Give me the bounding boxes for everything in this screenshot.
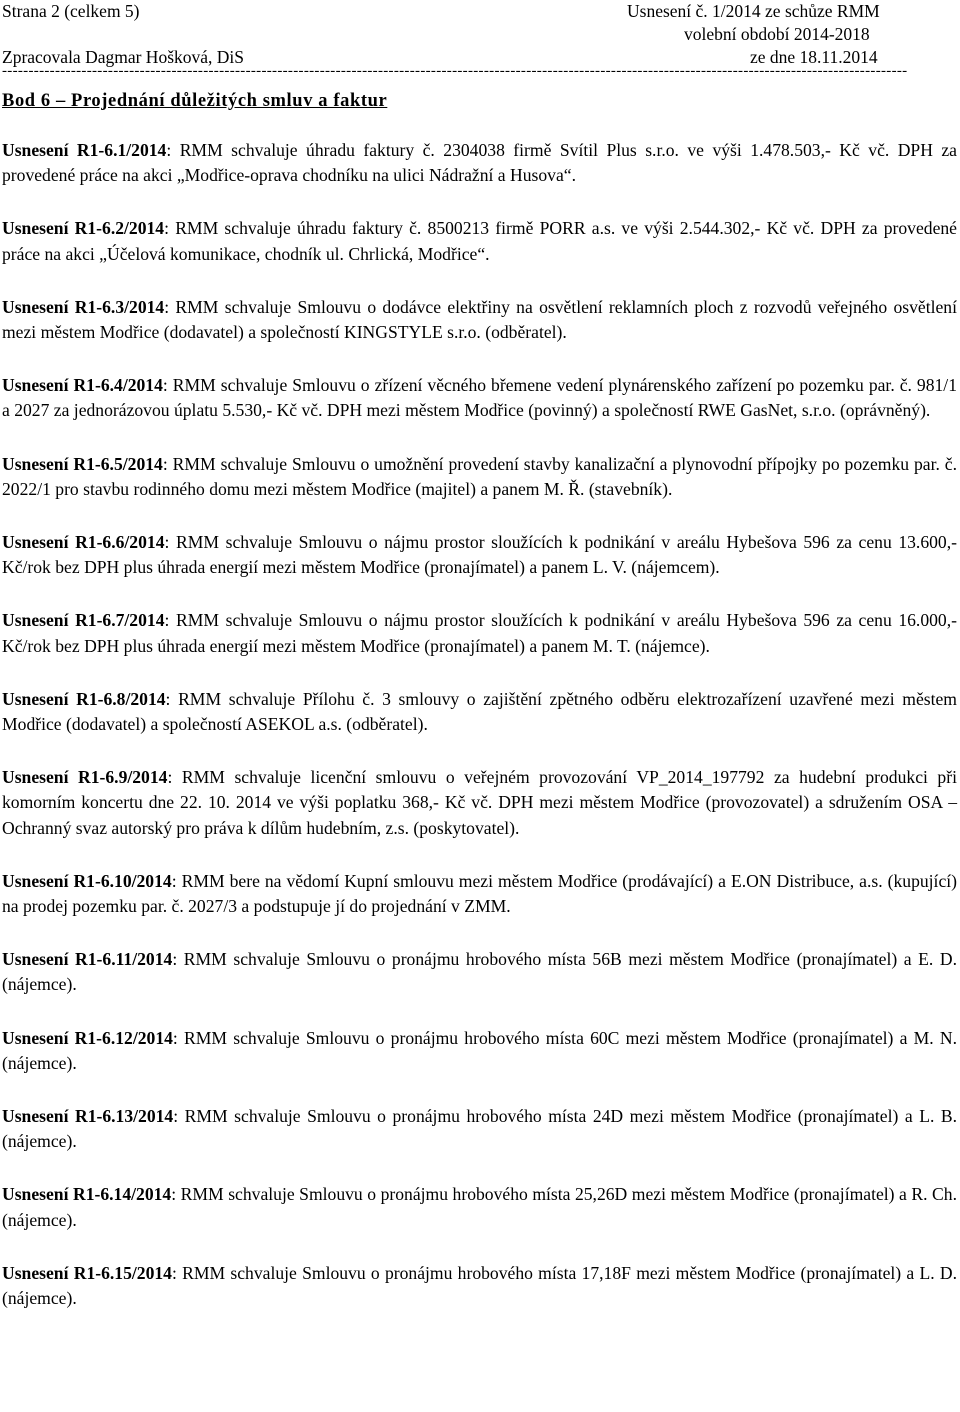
resolution-text: : RMM schvaluje úhradu faktury č. 8500213 firmě PORR a.s. ve výši 2.544.302,- Kč vč. DPH za provedené práce na akci „Účelová komunikace, chodník ul. Chrlická, Modřice“. [2, 218, 957, 264]
resolution-id: Usnesení R1-6.1/2014 [2, 140, 167, 160]
header-row-1 [2, 0, 954, 23]
resolution-item [2, 452, 957, 502]
resolution-item [2, 530, 957, 580]
resolution-item [2, 138, 957, 188]
resolution-text: : RMM schvaluje licenční smlouvu o veřejném provozování VP_2014_197792 za hudební produkci při komorním koncertu dne 22. 10. 2014 ve výši poplatku 368,- Kč vč. DPH mezi městem Modřice (provozovatel) a sdružením OSA – Ochranný svaz autorský pro práva k dílům hudebním, z.s. (poskytovatel). [2, 767, 957, 838]
resolution-id: Usnesení R1-6.3/2014 [2, 296, 165, 317]
resolution-item [2, 373, 957, 423]
resolution-text: : RMM schvaluje Smlouvu o zřízení věcného břemene vedení plynárenského zařízení po pozemku par. č. 981/1 a 2027 za jednorázovou úplatu 5.530,- Kč vč. DPH mezi městem Modřice (povinný) a společností RWE GasNet, s.r.o. (oprávněný). [2, 375, 957, 421]
resolution-text: : RMM schvaluje Smlouvu o pronájmu hrobového místa 25,26D mezi městem Modřice (pronajímatel) a R. Ch. (nájemce). [2, 1184, 957, 1230]
resolution-text: : RMM schvaluje úhradu faktury č. 2304038 firmě Svítil Plus s.r.o. ve výši 1.478.503,- Kč vč. DPH za provedené práce na akci „Modřice-oprava chodníku na ulici Nádražní a Husova“. [2, 140, 957, 186]
resolution-item [2, 869, 957, 919]
resolution-id: Usnesení R1-6.11/2014 [2, 949, 173, 970]
resolution-text: : RMM schvaluje Smlouvu o pronájmu hrobového místa 24D mezi městem Modřice (pronajímatel) a L. B. (nájemce). [2, 1106, 957, 1152]
resolution-item [2, 687, 957, 737]
resolution-text: : RMM schvaluje Smlouvu o nájmu prostor sloužících k podnikání v areálu Hybešova 596 za cenu 16.000,- Kč/rok bez DPH plus úhrada energií mezi městem Modřice (pronajímatel) a panem M. T. (nájemce). [2, 610, 957, 656]
resolution-item [2, 1261, 957, 1311]
resolution-id: Usnesení R1-6.8/2014 [2, 688, 166, 709]
page-header [2, 0, 954, 67]
electoral-term: volební období 2014-2018 [684, 24, 870, 44]
resolution-text: : RMM bere na vědomí Kupní smlouvu mezi městem Modřice (prodávající) a E.ON Distribuce, a.s. (kupující) na prodej pozemku par. č. 2027/3 a podstupuje jí do projednání v ZMM. [2, 870, 957, 917]
resolution-id: Usnesení R1-6.4/2014 [2, 375, 163, 396]
page-info: Strana 2 (celkem 5) [2, 1, 140, 21]
prepared-by: Zpracovala Dagmar Hošková, DiS [2, 47, 245, 67]
resolution-item [2, 216, 957, 266]
resolution-id: Usnesení R1-6.5/2014 [2, 453, 163, 474]
resolution-text: : RMM schvaluje Smlouvu o dodávce elektřiny na osvětlení reklamních ploch z rozvodů veřejného osvětlení mezi městem Modřice (dodavatel) a společností KINGSTYLE s.r.o. (odběratel). [2, 296, 957, 343]
resolution-item [2, 947, 957, 997]
resolution-id: Usnesení R1-6.6/2014 [2, 532, 165, 553]
resolution-text: : RMM schvaluje Smlouvu o pronájmu hrobového místa 60C mezi městem Modřice (pronajímatel) a M. N. (nájemce). [2, 1027, 957, 1073]
resolution-id: Usnesení R1-6.13/2014 [2, 1106, 174, 1127]
resolution-item [2, 1182, 957, 1232]
resolution-id: Usnesení R1-6.10/2014 [2, 870, 172, 891]
resolution-item [2, 765, 957, 841]
resolution-id: Usnesení R1-6.14/2014 [2, 1184, 172, 1205]
resolution-text: : RMM schvaluje Smlouvu o umožnění provedení stavby kanalizační a plynovodní přípojky po pozemku par. č. 2022/1 pro stavbu rodinného domu mezi městem Modřice (majitel) a panem M. Ř. (stavebník). [2, 453, 957, 499]
section-title: Bod 6 – Projednání důležitých smluv a faktur [2, 91, 388, 111]
resolution-text: : RMM schvaluje Smlouvu o pronájmu hrobového místa 17,18F mezi městem Modřice (pronajímatel) a L. D. (nájemce). [2, 1262, 957, 1309]
header-separator: --------------------------------------------------------------------------------------------------------------------------------------------------------------------------- [2, 63, 908, 79]
resolution-text: : RMM schvaluje Smlouvu o pronájmu hrobového místa 56B mezi městem Modřice (pronajímatel) a E. D. (nájemce). [2, 949, 957, 995]
meeting-date: ze dne 18.11.2014 [750, 47, 878, 67]
resolution-id: Usnesení R1-6.12/2014 [2, 1027, 173, 1048]
resolutions-list [2, 138, 957, 1339]
resolution-item [2, 608, 957, 658]
resolution-id: Usnesení R1-6.7/2014 [2, 610, 165, 631]
resolution-id: Usnesení R1-6.9/2014 [2, 767, 168, 788]
resolution-item [2, 1104, 957, 1154]
header-row-2 [2, 23, 954, 46]
resolution-item [2, 295, 957, 345]
resolution-reference: Usnesení č. 1/2014 ze schůze RMM [627, 1, 880, 21]
resolution-text: : RMM schvaluje Smlouvu o nájmu prostor sloužících k podnikání v areálu Hybešova 596 za cenu 13.600,- Kč/rok bez DPH plus úhrada energií mezi městem Modřice (pronajímatel) a panem L. V. (nájemcem). [2, 532, 957, 578]
resolution-id: Usnesení R1-6.2/2014 [2, 218, 165, 239]
resolution-text: : RMM schvaluje Přílohu č. 3 smlouvy o zajištění zpětného odběru elektrozařízení uzavřené mezi městem Modřice (dodavatel) a společností ASEKOL a.s. (odběratel). [2, 688, 957, 735]
resolution-id: Usnesení R1-6.15/2014 [2, 1262, 172, 1283]
resolution-item [2, 1026, 957, 1076]
